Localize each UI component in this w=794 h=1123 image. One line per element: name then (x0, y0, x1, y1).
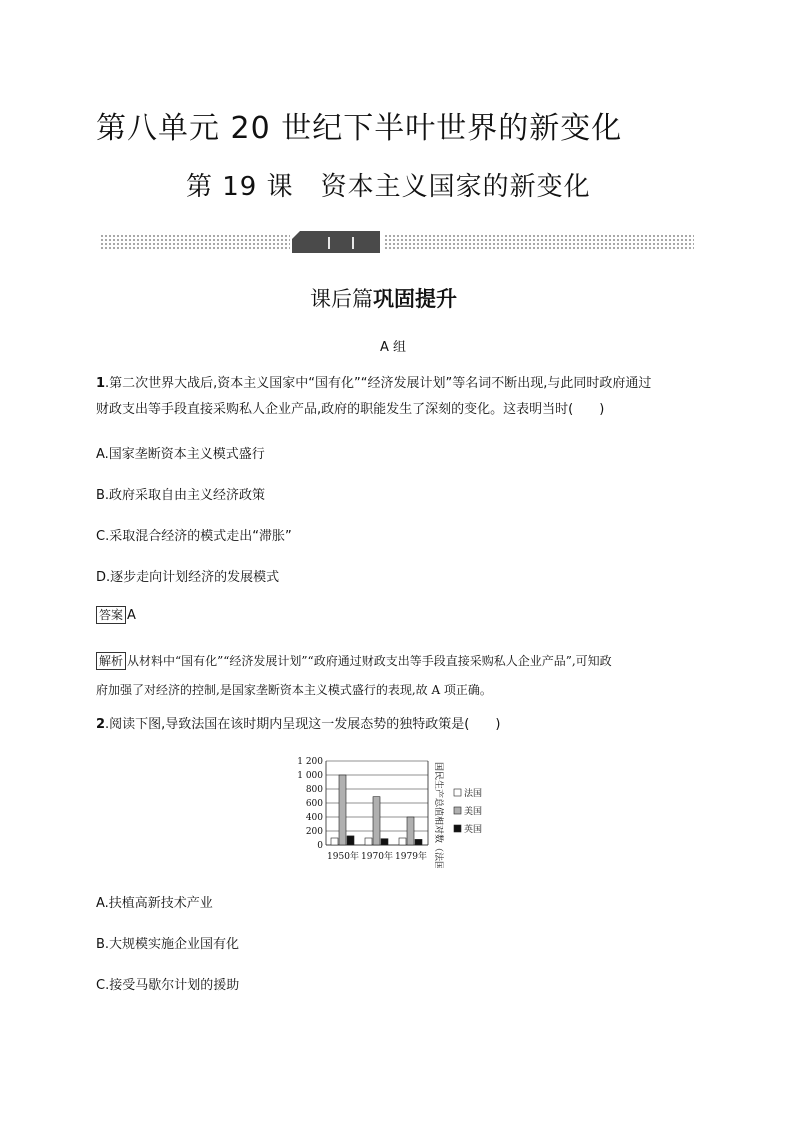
group-label: A 组 (380, 340, 407, 355)
bar (407, 817, 414, 845)
x-tick-label: 1970年 (361, 852, 393, 862)
question-1-option-a: A.国家垄断资本主义模式盛行 (96, 447, 265, 462)
divider-dots-right (384, 234, 694, 250)
question-2-stem (96, 712, 696, 738)
legend-label: 法国 (464, 789, 483, 799)
bar (415, 839, 422, 845)
chart-svg (290, 756, 510, 868)
divider-ribbon (292, 231, 380, 253)
legend-swatch (454, 807, 461, 814)
bar (373, 797, 380, 845)
question-1-line1: .第二次世界大战后,资本主义国家中“国有化”“经济发展计划”等名词不断出现,与此同时政府通过 (105, 376, 652, 391)
question-number: 1 (96, 376, 106, 391)
section-heading-bold: 巩固提升 (373, 287, 457, 311)
analysis-tag: 解析 (96, 652, 126, 670)
legend-label: 英国 (464, 825, 483, 835)
question-1-stem (96, 371, 696, 423)
answer-tag: 答案 (96, 606, 126, 624)
divider-bar (352, 237, 354, 249)
question-2-option-c: C.接受马歇尔计划的援助 (96, 978, 240, 993)
question-2-option-a: A.扶植高新技术产业 (96, 896, 213, 911)
y-tick-label: 800 (305, 785, 323, 795)
y-axis-label: 国民生产总值相对数（法国=100） (433, 762, 443, 868)
bar (381, 839, 388, 845)
legend-swatch (454, 789, 461, 796)
unit-title: 第八单元 20 世纪下半叶世界的新变化 (96, 111, 623, 146)
bar (347, 836, 354, 845)
x-tick-label: 1979年 (395, 852, 427, 862)
question-number: 2 (96, 717, 106, 732)
y-tick-label: 200 (305, 827, 323, 837)
question-1-answer (96, 606, 136, 624)
divider-bar (328, 237, 330, 249)
y-tick-label: 600 (305, 799, 323, 809)
question-1-line2: 财政支出等手段直接采购私人企业产品,政府的职能发生了深刻的变化。这表明当时( ) (96, 402, 605, 417)
legend-swatch (454, 825, 461, 832)
lesson-title: 第 19 课 资本主义国家的新变化 (186, 172, 591, 202)
question-1-option-d: D.逐步走向计划经济的发展模式 (96, 570, 280, 585)
y-tick-label: 1 000 (297, 771, 323, 781)
x-tick-label: 1950年 (327, 852, 359, 862)
bar (339, 775, 346, 845)
section-divider (100, 231, 694, 253)
question-1-option-b: B.政府采取自由主义经济政策 (96, 488, 266, 503)
gnp-bar-chart (290, 756, 510, 868)
answer-value: A (127, 608, 136, 623)
question-1-analysis (96, 647, 696, 705)
section-heading-prefix: 课后篇 (310, 287, 373, 311)
bar (365, 838, 372, 845)
section-heading (310, 283, 510, 313)
y-tick-label: 0 (317, 841, 323, 851)
y-tick-label: 400 (305, 813, 323, 823)
y-tick-label: 1 200 (297, 757, 323, 767)
analysis-line2: 府加强了对经济的控制,是国家垄断资本主义模式盛行的表现,故 A 项正确。 (96, 683, 492, 697)
analysis-line1: 从材料中“国有化”“经济发展计划”“政府通过财政支出等手段直接采购私人企业产品”,可知政 (127, 654, 612, 668)
divider-dots-left (100, 234, 290, 250)
legend-label: 美国 (464, 807, 483, 817)
question-2-option-b: B.大规模实施企业国有化 (96, 937, 240, 952)
bar (399, 838, 406, 845)
question-2-text: .阅读下图,导致法国在该时期内呈现这一发展态势的独特政策是( ) (105, 717, 501, 732)
bar (331, 838, 338, 845)
question-1-option-c: C.采取混合经济的模式走出“滞胀” (96, 529, 292, 544)
